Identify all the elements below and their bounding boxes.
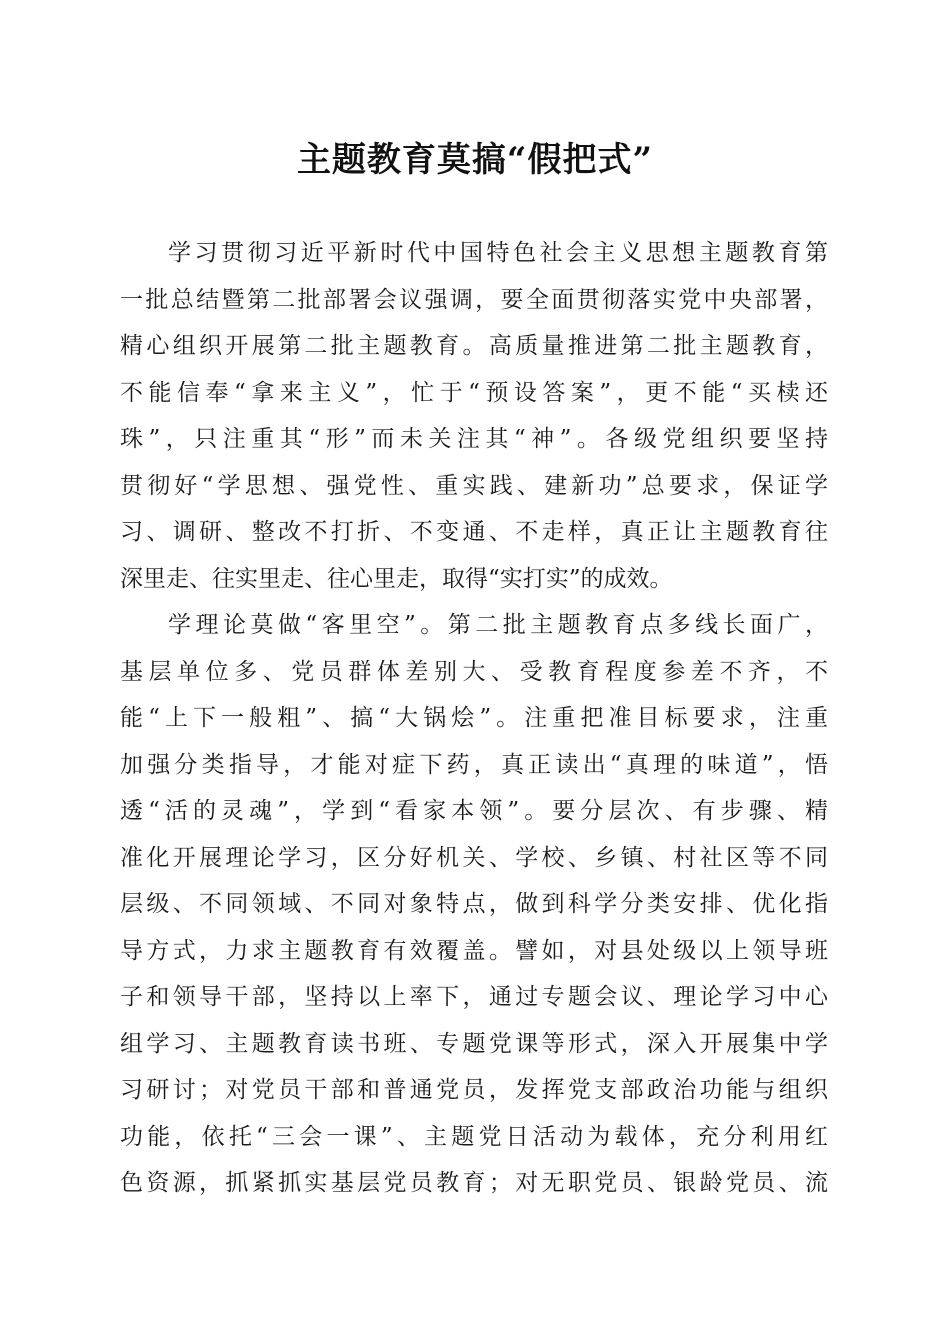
paragraph-1-line: 深里走、往实里走、往心里走，取得“实打实”的成效。 [120, 565, 673, 592]
paragraph-2-line: 习研讨；对党员干部和普通党员，发挥党支部政治功能与组织 [120, 1077, 828, 1103]
paragraph-1-line: 贯彻好“学思想、强党性、重实践、建新功”总要求，保证学 [120, 472, 828, 499]
document-title: 主题教育莫搞“假把式” [296, 140, 654, 180]
paragraph-2-line: 能“上下一般粗”、搞“大锅烩”。注重把准目标要求，注重 [120, 705, 828, 731]
paragraph-2-line: 层级、不同领域、不同对象特点，做到科学分类安排、优化指 [120, 891, 828, 917]
paragraph-2-line: 功能，依托“三会一课”、主题党日活动为载体，充分利用红 [120, 1123, 828, 1150]
paragraph-2-line: 加强分类指导，才能对症下药，真正读出“真理的味道”，悟 [120, 751, 828, 778]
paragraph-1-line: 习、调研、整改不打折、不变通、不走样，真正让主题教育往 [120, 519, 828, 545]
paragraph-2-line: 透“活的灵魂”，学到“看家本领”。要分层次、有步骤、精 [120, 798, 828, 824]
paragraph-1-line: 一批总结暨第二批部署会议强调，要全面贯彻落实党中央部署， [120, 286, 828, 313]
paragraph-2-line: 色资源，抓紧抓实基层党员教育；对无职党员、银龄党员、流 [120, 1170, 828, 1196]
paragraph-2-line: 导方式，力求主题教育有效覆盖。譬如，对县处级以上领导班 [120, 937, 828, 964]
document-body [120, 230, 828, 1207]
paragraph-1-line: 精心组织开展第二批主题教育。高质量推进第二批主题教育， [120, 333, 828, 359]
paragraph-1-line: 珠”，只注重其“形”而未关注其“神”。各级党组织要坚持 [120, 426, 828, 452]
paragraph-2-line: 子和领导干部，坚持以上率下，通过专题会议、理论学习中心 [120, 984, 828, 1010]
paragraph-2-line: 准化开展理论学习，区分好机关、学校、乡镇、村社区等不同 [120, 844, 828, 871]
paragraph-2-line: 基层单位多、党员群体差别大、受教育程度参差不齐，不 [120, 658, 828, 685]
paragraph-2-line: 组学习、主题教育读书班、专题党课等形式，深入开展集中学 [120, 1030, 828, 1057]
paragraph-1-line: 不能信奉“拿来主义”，忙于“预设答案”，更不能“买椟还 [120, 379, 828, 406]
paragraph-1-line: 学习贯彻习近平新时代中国特色社会主义思想主题教育第 [168, 240, 828, 266]
paragraph-2-line: 学理论莫做“客里空”。第二批主题教育点多线长面广， [168, 612, 828, 638]
